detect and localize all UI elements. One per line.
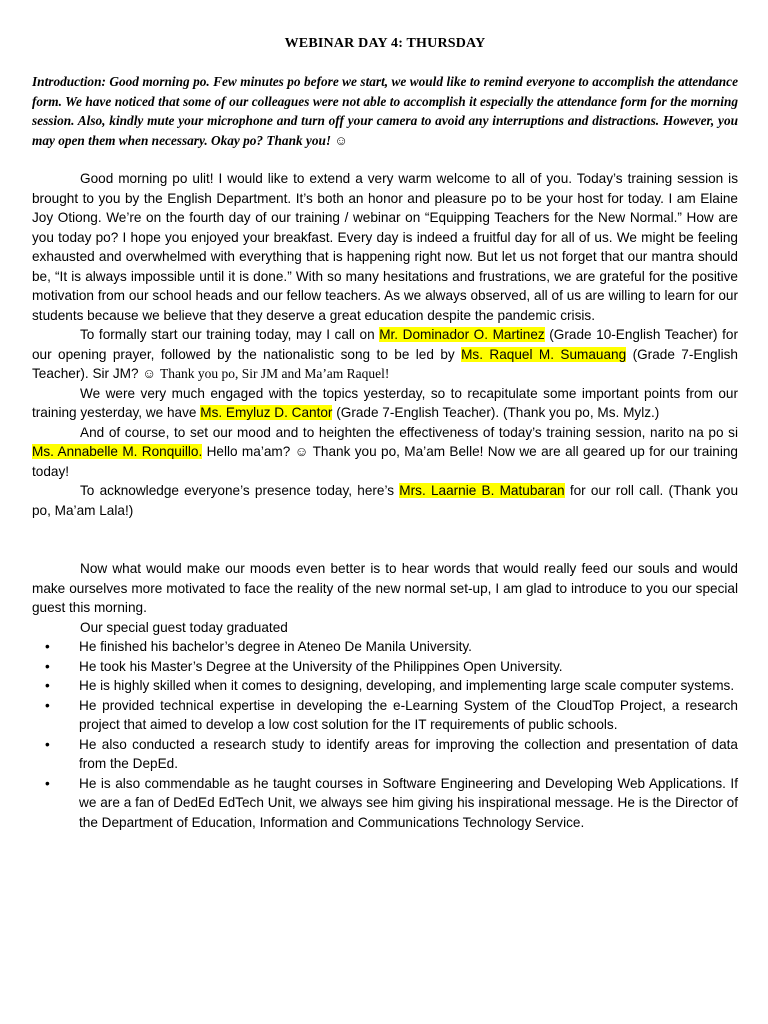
list-item: [45, 774, 738, 833]
opening-prayer-paragraph: [32, 325, 738, 384]
welcome-paragraph: Good morning po ulit! I would like to extend a very warm welcome to all of you. Today’s training session is brought to you by the English Department. It’s both an honor and pleasure po to be your host for today. I am Elaine Joy Otiong. We’re on the fourth day of our training / webinar on “Equipping Teachers for the New Normal.” How are you today po? I hope you enjoyed your breakfast. Every day is indeed a fruitful day for all of us. We might be feeling exhausted and overwhelmed with everything that is happening right now. But let us not forget that our mantra should be, “It is always impossible until it is done.” With so many hesitations and frustrations, we are grateful for the positive motivation from our school heads and our fellow teachers. As we always observed, all of us are willing to learn for our students because we believe that they deserve a great education despite the pandemic crisis.: [32, 171, 738, 323]
text-segment: We were very much engaged with the topics yesterday, so to recapitulate some important points from our training yesterday, we have: [32, 385, 738, 420]
list-item: [45, 657, 738, 677]
list-item-text: He took his Master’s Degree at the University of the Philippines Open University.: [79, 658, 563, 674]
bullet-icon: •: [45, 639, 50, 654]
introduction-paragraph: Introduction: Good morning po. Few minutes po before we start, we would like to remind everyone to accomplish the attendance form. We have noticed that some of our colleagues were not able to accomplish it especially the attendance form for the morning session. Also, kindly mute your microphone and turn off your camera to avoid any interruptions and distractions. However, you may open them when necessary. Okay po? Thank you! ☺: [32, 74, 738, 148]
guest-credentials-list: [32, 637, 738, 832]
list-item: [45, 696, 738, 735]
bullet-icon: •: [45, 678, 50, 693]
text-segment: To acknowledge everyone’s presence today, here’s: [80, 483, 400, 498]
text-segment: (Grade 7-English Teacher). (Thank you po, Ms. Mylz.): [332, 405, 660, 420]
list-item-text: He finished his bachelor’s degree in Ateneo De Manila University.: [79, 639, 472, 654]
list-item-text: He provided technical expertise in developing the e-Learning System of the CloudTop Project, a research project that aimed to develop a low cost solution for the IT requirements of public schools.: [79, 697, 738, 732]
bullet-icon: •: [45, 736, 50, 752]
highlighted-name: Ms. Emyluz D. Cantor: [200, 405, 333, 420]
bullet-icon: •: [45, 697, 50, 713]
highlighted-name: Mrs. Laarnie B. Matubaran: [399, 483, 565, 498]
text-segment: To formally start our training today, may I call on: [80, 327, 380, 342]
highlighted-name: Ms. Annabelle M. Ronquillo.: [32, 444, 203, 459]
text-segment: (Grade 7-English Teacher). Sir JM? ☺: [32, 346, 738, 381]
bullet-icon: •: [45, 658, 50, 674]
paragraph-spacer: [32, 520, 738, 559]
list-item: [45, 735, 738, 774]
list-item-text: He is also commendable as he taught courses in Software Engineering and Developing Web Applications. If we are a fan of DedEd EdTech Unit, we always see him giving his inspirational message. He is the Director of the Department of Education, Information and Communications Technology Service.: [79, 775, 738, 830]
text-segment: And of course, to set our mood and to heighten the effectiveness of today’s training session, narito na po si: [80, 424, 738, 440]
highlighted-name: Mr. Dominador O. Martinez: [379, 327, 545, 342]
document-body: [32, 169, 738, 832]
guest-intro-paragraph: Now what would make our moods even better is to hear words that would really feed our souls and would make ourselves more motivated to face the reality of the new normal set-up, I am glad to introduce to you our special guest this morning.: [32, 561, 738, 615]
list-item-text: He is highly skilled when it comes to designing, developing, and implementing large scale computer systems.: [79, 678, 735, 693]
thank-you-text: Thank you po, Sir JM and Ma’am Raquel!: [159, 366, 390, 381]
list-item: [45, 637, 738, 657]
document-page: [32, 36, 738, 832]
text-segment: (Grade 10-English Teacher) for our opening prayer, followed by the nationalistic song to be led by: [32, 327, 738, 362]
guest-graduated-line: Our special guest today graduated: [80, 619, 288, 635]
recap-paragraph: [32, 384, 738, 423]
text-segment: for our roll call. (Thank you po, Ma’am Lala!): [32, 483, 738, 518]
document-title: WEBINAR DAY 4: THURSDAY: [284, 36, 486, 51]
list-item-text: He also conducted a research study to identify areas for improving the collection and presentation of data from the DepEd.: [79, 736, 738, 771]
roll-call-paragraph: [32, 481, 738, 520]
list-item: [45, 676, 738, 696]
energizer-paragraph: [32, 423, 738, 482]
highlighted-name: Ms. Raquel M. Sumauang: [461, 346, 627, 362]
text-segment: Hello ma’am? ☺ Thank you po, Ma’am Belle! Now we are all geared up for our training today!: [32, 444, 738, 479]
bullet-icon: •: [45, 775, 50, 791]
